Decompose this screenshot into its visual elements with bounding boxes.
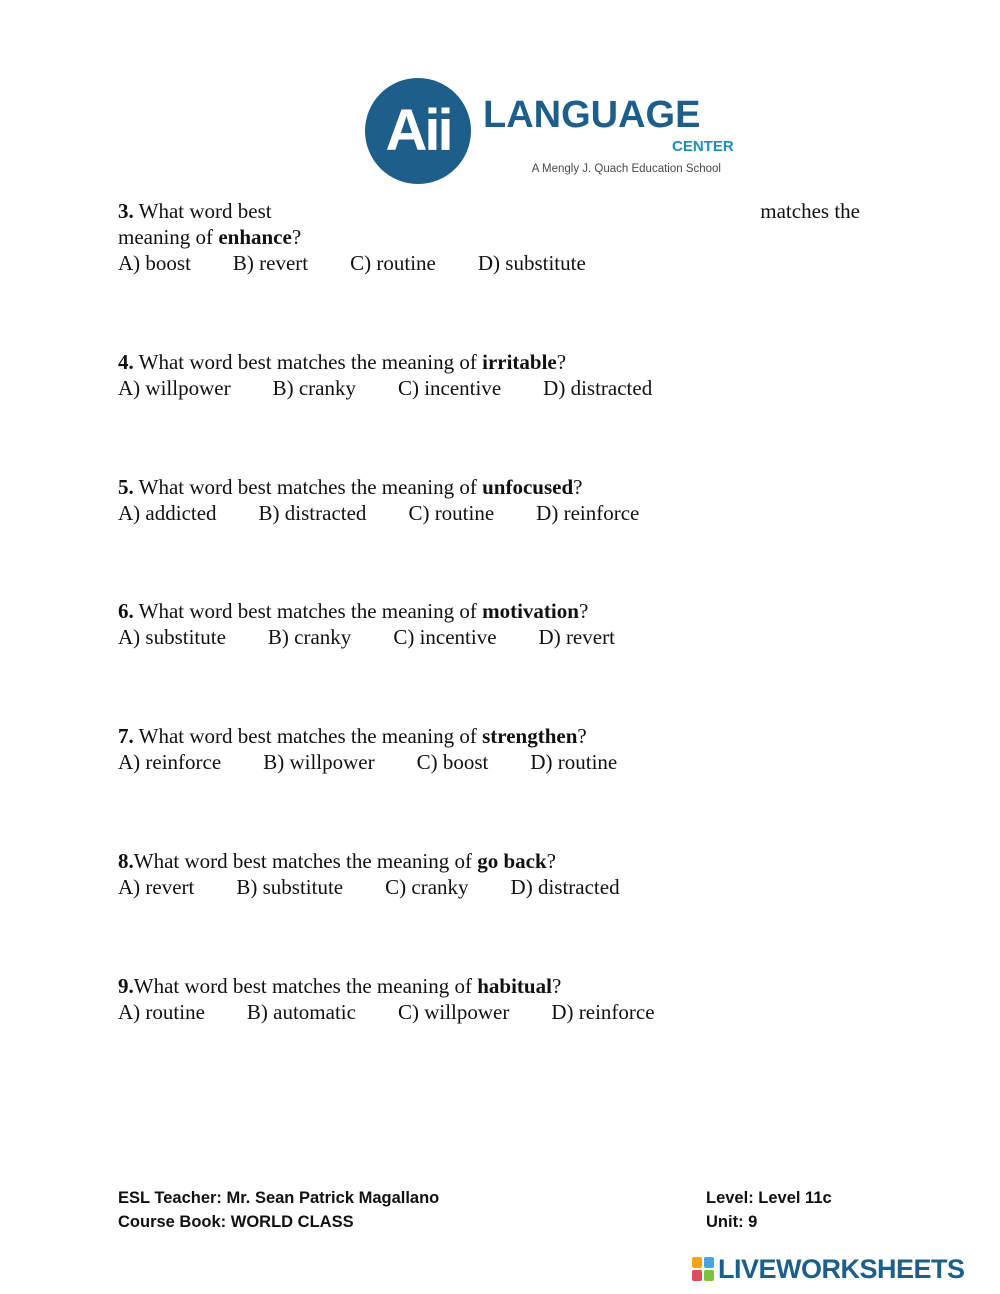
answer-option-c[interactable]: C) boost [416, 750, 489, 774]
answer-option-d[interactable]: D) distracted [543, 376, 653, 400]
question-number: 7. [118, 724, 134, 748]
question-9-options [118, 999, 655, 1025]
answer-option-a[interactable]: A) routine [118, 1000, 205, 1024]
question-prefix: What word best matches the meaning of [133, 974, 478, 998]
answer-option-a[interactable]: A) boost [118, 251, 191, 275]
answer-option-d[interactable]: D) distracted [510, 875, 620, 899]
question-3-text-line2 [118, 224, 860, 250]
logo-subword: CENTER [672, 138, 734, 155]
question-keyword: enhance [218, 225, 292, 249]
answer-option-a[interactable]: A) revert [118, 875, 195, 899]
answer-option-b[interactable]: B) distracted [258, 501, 367, 525]
question-prefix: What word best matches the meaning of [133, 475, 483, 499]
question-keyword: motivation [482, 599, 579, 623]
question-6-options [118, 624, 615, 650]
question-5 [118, 474, 639, 526]
answer-option-b[interactable]: B) willpower [263, 750, 375, 774]
question-number: 8. [118, 849, 134, 873]
answer-option-d[interactable]: D) substitute [477, 251, 586, 275]
question-3-text [118, 198, 860, 224]
question-keyword: go back [477, 849, 547, 873]
footer-right [706, 1186, 832, 1234]
question-number: 5. [118, 475, 134, 499]
answer-option-c[interactable]: C) willpower [397, 1000, 510, 1024]
liveworksheets-blocks-icon [692, 1257, 714, 1281]
question-7-options [118, 749, 617, 775]
question-5-options [118, 500, 639, 526]
question-prefix: What word best matches the meaning of [133, 599, 483, 623]
question-prefix-continued: matches the [760, 199, 860, 223]
question-keyword: irritable [482, 350, 557, 374]
question-7-text [118, 723, 617, 749]
answer-option-b[interactable]: B) automatic [246, 1000, 356, 1024]
question-keyword: strengthen [482, 724, 578, 748]
question-keyword: unfocused [482, 475, 574, 499]
question-prefix: What word best matches the meaning of [133, 724, 483, 748]
answer-option-a[interactable]: A) willpower [118, 376, 231, 400]
question-end: ? [551, 974, 562, 998]
question-9-text [118, 973, 655, 999]
liveworksheets-wordmark: LIVEWORKSHEETS [718, 1254, 965, 1284]
unit-info: Unit: 9 [706, 1213, 758, 1231]
question-prefix: What word best [133, 199, 272, 223]
question-number: 6. [118, 599, 134, 623]
question-end: ? [578, 599, 589, 623]
level-info: Level: Level 11c [706, 1189, 832, 1207]
logo-wordmark: LANGUAGE [483, 94, 701, 136]
logo-tagline: A Mengly J. Quach Education School [531, 163, 721, 175]
answer-option-a[interactable]: A) reinforce [118, 750, 222, 774]
question-end: ? [556, 350, 567, 374]
question-4-options [118, 375, 652, 401]
question-end: ? [291, 225, 302, 249]
question-end: ? [573, 475, 583, 499]
question-3 [118, 198, 860, 276]
question-6 [118, 598, 615, 650]
answer-option-b[interactable]: B) cranky [272, 376, 356, 400]
question-end: ? [546, 849, 556, 873]
question-8 [118, 848, 620, 900]
question-9 [118, 973, 655, 1025]
question-prefix-line2: meaning of [118, 225, 219, 249]
question-prefix: What word best matches the meaning of [133, 849, 478, 873]
question-number: 9. [118, 974, 134, 998]
question-prefix: What word best matches the meaning of [133, 350, 483, 374]
question-7 [118, 723, 617, 775]
question-8-options [118, 874, 620, 900]
question-6-text [118, 598, 615, 624]
question-4-text [118, 349, 652, 375]
question-4 [118, 349, 652, 401]
footer-left [118, 1186, 439, 1234]
question-3-options [118, 250, 860, 276]
question-8-text [118, 848, 620, 874]
answer-option-c[interactable]: C) routine [408, 501, 495, 525]
question-5-text [118, 474, 639, 500]
logo-mark: Aii [365, 78, 471, 184]
school-logo [365, 78, 734, 186]
answer-option-d[interactable]: D) revert [538, 625, 615, 649]
answer-option-b[interactable]: B) revert [232, 251, 309, 275]
question-keyword: habitual [477, 974, 552, 998]
answer-option-c[interactable]: C) routine [350, 251, 436, 275]
answer-option-c[interactable]: C) cranky [385, 875, 469, 899]
answer-option-c[interactable]: C) incentive [393, 625, 497, 649]
answer-option-d[interactable]: D) reinforce [536, 501, 640, 525]
answer-option-d[interactable]: D) reinforce [551, 1000, 655, 1024]
question-number: 4. [118, 350, 134, 374]
answer-option-a[interactable]: A) addicted [118, 501, 217, 525]
answer-option-d[interactable]: D) routine [530, 750, 618, 774]
answer-option-b[interactable]: B) cranky [267, 625, 352, 649]
question-number: 3. [118, 199, 134, 223]
answer-option-c[interactable]: C) incentive [397, 376, 502, 400]
teacher-info: ESL Teacher: Mr. Sean Patrick Magallano [118, 1189, 440, 1207]
course-book-info: Course Book: WORLD CLASS [118, 1213, 354, 1231]
answer-option-b[interactable]: B) substitute [236, 875, 344, 899]
answer-option-a[interactable]: A) substitute [118, 625, 226, 649]
question-end: ? [577, 724, 587, 748]
